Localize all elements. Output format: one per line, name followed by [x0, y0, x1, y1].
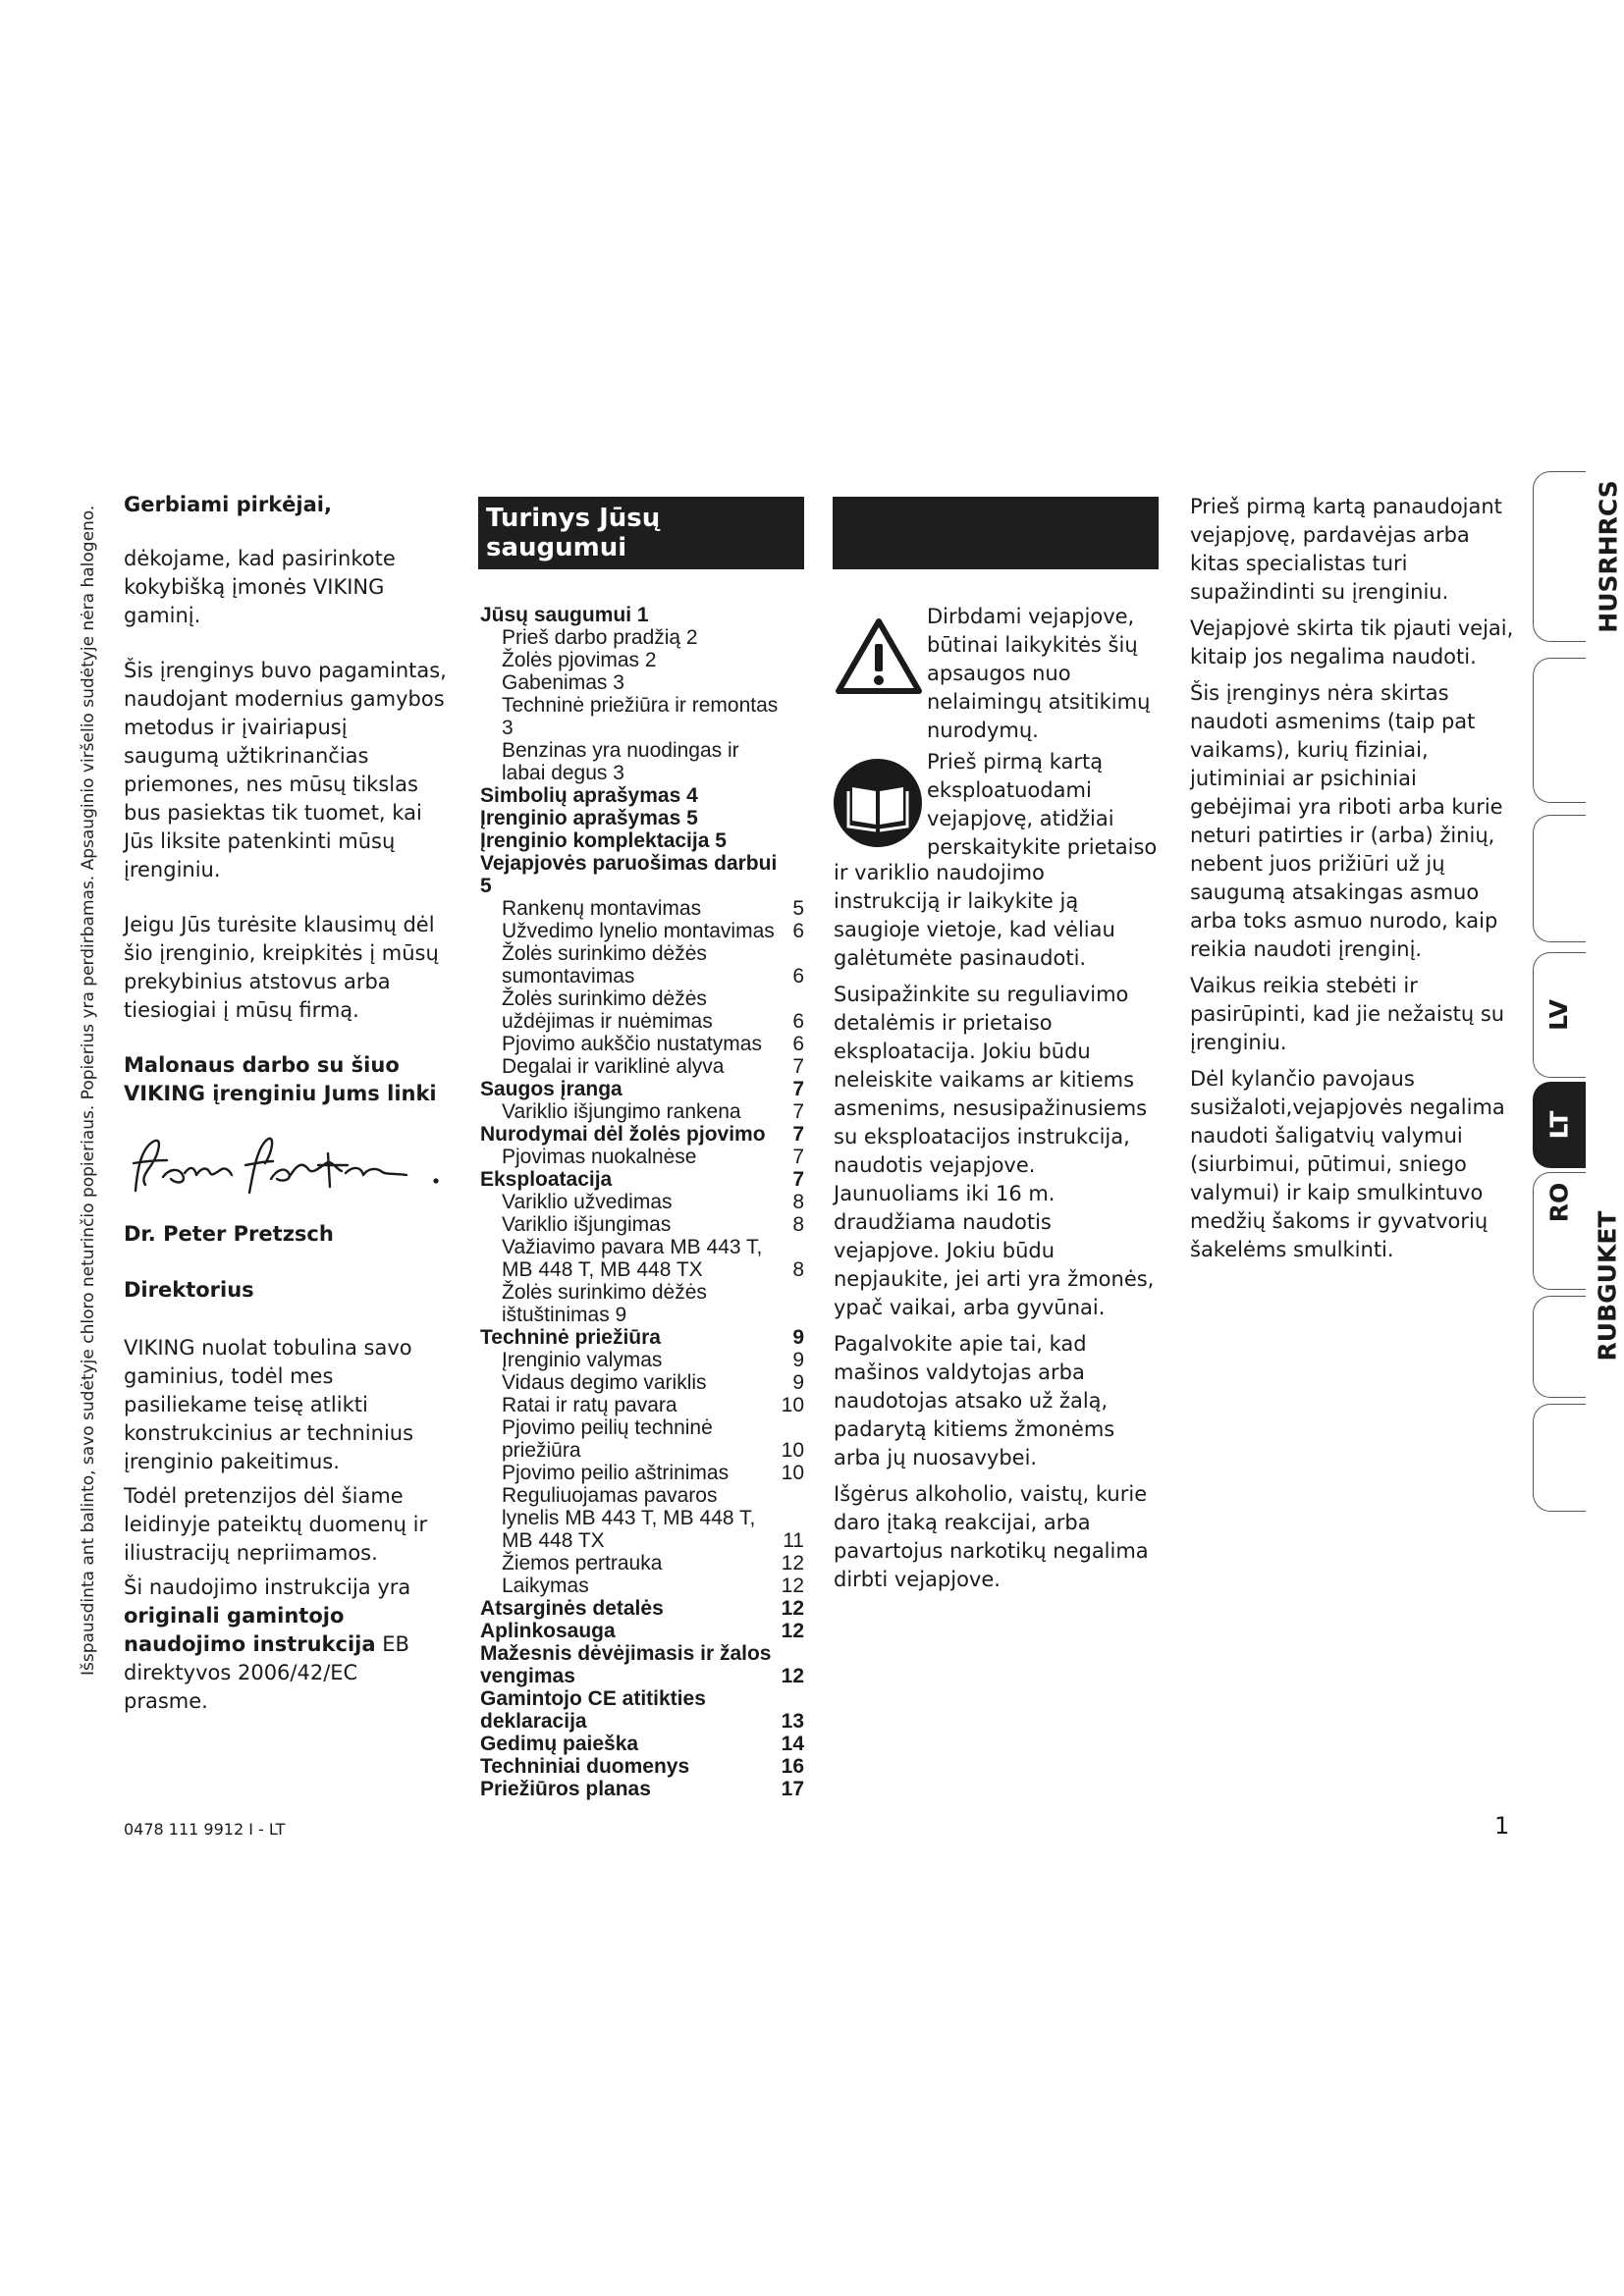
toc-entry-page: 8 [792, 1258, 804, 1281]
tab-blank-3[interactable] [1533, 1296, 1586, 1398]
toc-entry [480, 1597, 804, 1620]
toc-entry-page: 17 [781, 1778, 804, 1800]
toc-entry [480, 1642, 804, 1687]
toc-entry-title: Laikymas [502, 1575, 589, 1597]
toc-entry [480, 1146, 804, 1168]
toc-entry-title: Variklio išjungimas [502, 1213, 672, 1236]
signer-name: Dr. Peter Pretzsch [124, 1222, 334, 1246]
tab-label-ru-bg-uk-et: RUBGUKET [1593, 1210, 1622, 1362]
salutation: Gerbiami pirkėjai, [124, 493, 332, 516]
toc-entry-page: 8 [792, 1213, 804, 1236]
toc-entry-page: 5 [792, 897, 804, 920]
usage-paragraph-1: Prieš pirmą kartą panaudojant vejapjovę, pardavėjas arba kitas specialistas turi supažindinti su įrenginiu. [1190, 495, 1502, 604]
toc-entry-page: 6 [792, 965, 804, 988]
toc-entry-title: Degalai ir variklinė alyva [502, 1055, 725, 1078]
toc-entry-title: Ratai ir ratų pavara [502, 1394, 677, 1416]
page-number: 1 [1494, 1812, 1510, 1840]
toc-entry-title: Techniniai duomenys [480, 1755, 690, 1778]
toc-entry-title: Variklio išjungimo rankena [502, 1100, 741, 1123]
toc-entry-title: Mažesnis dėvėjimasis ir žalos vengimas [480, 1642, 772, 1687]
toc-entry-page: 6 [792, 920, 804, 942]
toc-entry-page: 7 [792, 1146, 804, 1168]
toc-entry-title: Įrenginio valymas [502, 1349, 663, 1371]
toc-entry [480, 1462, 804, 1484]
toc-entry-page: 13 [781, 1710, 804, 1733]
table-of-contents [480, 604, 804, 1800]
toc-entry-page: 7 [792, 1055, 804, 1078]
toc-entry-title: Reguliuojamas pavaros lynelis MB 443 T, MB 448 T, MB 448 TX [502, 1484, 756, 1552]
toc-entry-page: 16 [781, 1755, 804, 1778]
toc-entry-title: Eksploatacija [480, 1168, 613, 1191]
toc-entry-title: Gedimų paieška [480, 1733, 639, 1755]
toc-entry-title: Žolės surinkimo dėžės sumontavimas [502, 942, 707, 988]
read-manual-text: Prieš pirmą kartą eksploatuodami vejapjovę, atidžiai perskaitykite prietaiso [927, 750, 1158, 859]
signer-role: Direktorius [124, 1278, 254, 1302]
toc-entry-title: Pjovimo peilių techninė priežiūra [502, 1416, 713, 1462]
toc-entry [480, 1778, 804, 1800]
toc-entry-page: 7 [792, 1168, 804, 1191]
signature [124, 1114, 448, 1212]
toc-entry [480, 1620, 804, 1642]
intro-paragraph-7: Ši naudojimo instrukcija yra originali gamintojo naudojimo instrukcija EB direktyvos 2006/42/EC prasme. [124, 1575, 411, 1713]
intro-paragraph-2: Šis įrenginys buvo pagamintas, naudojant modernius gamybos metodus ir įvairiapusį saugumą užtikrinančias priemones, nes mūsų tikslas bus pasiektas tik tuomet, kai Jūs liksite patenkinti mūsų įrenginiu. [124, 659, 447, 881]
toc-entry-page: 6 [792, 1010, 804, 1033]
toc-entry [480, 829, 804, 852]
warning-text: Dirbdami vejapjove, būtinai laikykitės šių apsaugos nuo nelaimingų atsitikimų nurodymų. [927, 605, 1151, 742]
toc-entry [480, 784, 804, 807]
toc-entry [480, 649, 804, 671]
toc-entry [480, 807, 804, 829]
toc-header [478, 497, 804, 569]
language-tabs [1533, 471, 1623, 1531]
toc-entry-title: Pjovimo aukščio nustatymas [502, 1033, 762, 1055]
intro-paragraph-5: VIKING nuolat tobulina savo gaminius, todėl mes pasiliekame teisę atlikti konstrukcinius ar techninius įrenginio pakeitimus. [124, 1336, 414, 1473]
toc-entry-page: 12 [781, 1552, 804, 1575]
toc-entry [480, 739, 804, 784]
toc-entry [480, 1123, 804, 1146]
toc-entry [480, 1349, 804, 1371]
toc-entry [480, 1213, 804, 1236]
toc-entry [480, 1755, 804, 1778]
tab-blank-2[interactable] [1533, 815, 1586, 942]
toc-entry-page: 7 [792, 1100, 804, 1123]
toc-entry [480, 1078, 804, 1100]
tab-label-ro: RO [1543, 1182, 1573, 1223]
toc-entry-page: 9 [792, 1349, 804, 1371]
toc-entry-title: Žolės pjovimas 2 [502, 649, 657, 671]
toc-entry-page: 11 [783, 1529, 804, 1552]
toc-entry-page: 8 [792, 1191, 804, 1213]
toc-entry-page: 12 [781, 1575, 804, 1597]
toc-entry-title: Pjovimas nuokalnėse [502, 1146, 697, 1168]
toc-entry-page: 7 [792, 1123, 804, 1146]
toc-entry [480, 626, 804, 649]
toc-entry [480, 1575, 804, 1597]
toc-entry [480, 1100, 804, 1123]
tab-label-hu-sr-hr-cs: HUSRHRCS [1594, 480, 1623, 633]
toc-entry [480, 1733, 804, 1755]
toc-entry [480, 1484, 804, 1552]
toc-entry [480, 671, 804, 694]
toc-entry [480, 1168, 804, 1191]
toc-entry [480, 604, 804, 626]
toc-entry-page: 12 [781, 1597, 804, 1620]
safety-header-bar [833, 497, 1159, 569]
toc-entry [480, 1281, 804, 1326]
warning-triangle-icon [835, 616, 923, 695]
toc-entry-page: 9 [792, 1371, 804, 1394]
toc-entry-title: Benzinas yra nuodingas ir labai degus 3 [502, 739, 739, 784]
toc-entry-page: 10 [781, 1394, 804, 1416]
toc-entry [480, 1552, 804, 1575]
usage-column [1190, 493, 1514, 1272]
toc-entry [480, 1055, 804, 1078]
toc-entry-title: Techninė priežiūra [480, 1326, 661, 1349]
safety-column [834, 859, 1158, 1602]
toc-entry-title: Žolės surinkimo dėžės ištuštinimas 9 [502, 1281, 707, 1326]
tab-label-lt: LT [1543, 1110, 1573, 1140]
toc-entry-title: Saugos įranga [480, 1078, 623, 1100]
toc-entry-title: Važiavimo pavara MB 443 T, MB 448 T, MB 448 TX [502, 1236, 763, 1281]
toc-entry [480, 852, 804, 897]
toc-entry-title: Prieš darbo pradžią 2 [502, 626, 698, 649]
toc-entry [480, 1416, 804, 1462]
intro-column [124, 491, 448, 1716]
toc-entry-title: Žiemos pertrauka [502, 1552, 663, 1575]
toc-entry-title: Simbolių aprašymas 4 [480, 784, 698, 807]
toc-entry-page: 12 [781, 1665, 804, 1687]
usage-paragraph-5: Dėl kylančio pavojaus susižaloti,vejapjovės negalima naudoti šaligatvių valymui (siurbimui, pūtimui, sniego valymui) ir kaip smulkintuvo medžių šakoms ir gyvatvorių šakelėms smulkinti. [1190, 1067, 1505, 1261]
toc-entry-page: 7 [792, 1078, 804, 1100]
intro-paragraph-1: dėkojame, kad pasirinkote kokybišką įmonės VIKING gaminį. [124, 547, 396, 627]
toc-entry-title: Žolės surinkimo dėžės uždėjimas ir nuėmimas [502, 988, 713, 1033]
toc-entry [480, 988, 804, 1033]
toc-entry-title: Gamintojo CE atitikties deklaracija [480, 1687, 706, 1733]
tab-blank-1[interactable] [1533, 658, 1586, 803]
toc-entry-page: 12 [781, 1620, 804, 1642]
toc-entry [480, 1687, 804, 1733]
read-manual-icon [833, 758, 923, 848]
toc-entry-title: Jūsų saugumui 1 [480, 604, 649, 626]
toc-entry [480, 897, 804, 920]
toc-entry-page: 6 [792, 1033, 804, 1055]
intro-paragraph-6: Todėl pretenzijos dėl šiame leidinyje pateiktų duomenų ir iliustracijų nepriimamos. [124, 1484, 428, 1565]
usage-paragraph-4: Vaikus reikia stebėti ir pasirūpinti, kad jie nežaistų su įrenginiu. [1190, 974, 1505, 1054]
intro-closing: Malonaus darbo su šiuo VIKING įrenginiu Jums linki [124, 1053, 437, 1105]
toc-entry-page: 10 [781, 1439, 804, 1462]
toc-entry-page: 14 [781, 1733, 804, 1755]
intro-paragraph-3: Jeigu Jūs turėsite klausimų dėl šio įrenginio, kreipkitės į mūsų prekybinius atstovus arba tiesiogiai į mūsų firmą. [124, 913, 439, 1022]
toc-entry-title: Techninė priežiūra ir remontas 3 [502, 694, 779, 739]
toc-entry-title: Variklio užvedimas [502, 1191, 673, 1213]
toc-entry-title: Vejapjovės paruošimas darbui 5 [480, 852, 778, 897]
toc-entry [480, 694, 804, 739]
safety-paragraph-1: Susipažinkite su reguliavimo detalėmis ir prietaiso eksploatacija. Jokiu būdu neleiskite vaikams ar kitiems asmenims, nesusipažinusiems su eksploatacijos instrukcija, naudotis vejapjove. Jaunuoliams iki 16 m. draudžiama naudotis vejapjove. Jokiu būdu nepjaukite, jei arti yra žmonės, ypač vaikai, arba gyvūnai. [834, 983, 1155, 1319]
safety-paragraph-2: Pagalvokite apie tai, kad mašinos valdytojas arba naudotojas atsako už žalą, padarytą kitiems žmonėms arba jų nuosavybei. [834, 1332, 1115, 1469]
tab-label-lv: LV [1544, 999, 1573, 1031]
toc-entry-title: Vidaus degimo variklis [502, 1371, 707, 1394]
toc-entry [480, 1394, 804, 1416]
usage-paragraph-2: Vejapjovė skirta tik pjauti vejai, kitaip jos negalima naudoti. [1190, 616, 1514, 668]
toc-entry-title: Įrenginio aprašymas 5 [480, 807, 698, 829]
document-code: 0478 111 9912 I - LT [124, 1820, 286, 1839]
toc-entry [480, 1191, 804, 1213]
toc-entry-title: Nurodymai dėl žolės pjovimo [480, 1123, 766, 1146]
toc-entry-title: Pjovimo peilio aštrinimas [502, 1462, 730, 1484]
toc-entry-page: 10 [781, 1462, 804, 1484]
toc-entry-page: 9 [792, 1326, 804, 1349]
tab-blank-4[interactable] [1533, 1404, 1586, 1512]
toc-entry-title: Atsarginės detalės [480, 1597, 664, 1620]
toc-entry [480, 942, 804, 988]
toc-header-title: Turinys Jūsų saugumui [486, 504, 661, 562]
toc-entry-title: Gabenimas 3 [502, 671, 624, 694]
toc-entry [480, 920, 804, 942]
toc-entry-title: Užvedimo lynelio montavimas [502, 920, 775, 942]
toc-entry [480, 1326, 804, 1349]
usage-paragraph-3: Šis įrenginys nėra skirtas naudoti asmenims (taip pat vaikams), kurių fiziniai, jutiminiai ar psichiniai gebėjimai yra riboti arba kurie neturi patirties ir (arba) žinių, nebent juos prižiūri už jų saugumą atsakingas asmuo arba toks asmuo nurodo, kaip reikia naudoti įrenginį. [1190, 681, 1503, 961]
read-manual-continuation: ir variklio naudojimo instrukciją ir laikykite ją saugioje vietoje, kad vėliau galėtumėte pasinaudoti. [834, 861, 1115, 970]
toc-entry [480, 1033, 804, 1055]
toc-entry [480, 1236, 804, 1281]
toc-entry-title: Priežiūros planas [480, 1778, 651, 1800]
toc-entry [480, 1371, 804, 1394]
toc-entry-title: Rankenų montavimas [502, 897, 702, 920]
safety-paragraph-3: Išgėrus alkoholio, vaistų, kurie daro įtaką reakcijai, arba pavartojus narkotikų negalima dirbti vejapjove. [834, 1482, 1149, 1591]
toc-entry-title: Aplinkosauga [480, 1620, 616, 1642]
toc-entry-title: Įrenginio komplektacija 5 [480, 829, 727, 852]
print-note: Išspausdinta ant balinto, savo sudėtyje chloro neturinčio popieriaus. Popierius yra perdirbamas. Apsauginio viršelio sudėtyje nėra halogeno. [79, 505, 98, 1676]
